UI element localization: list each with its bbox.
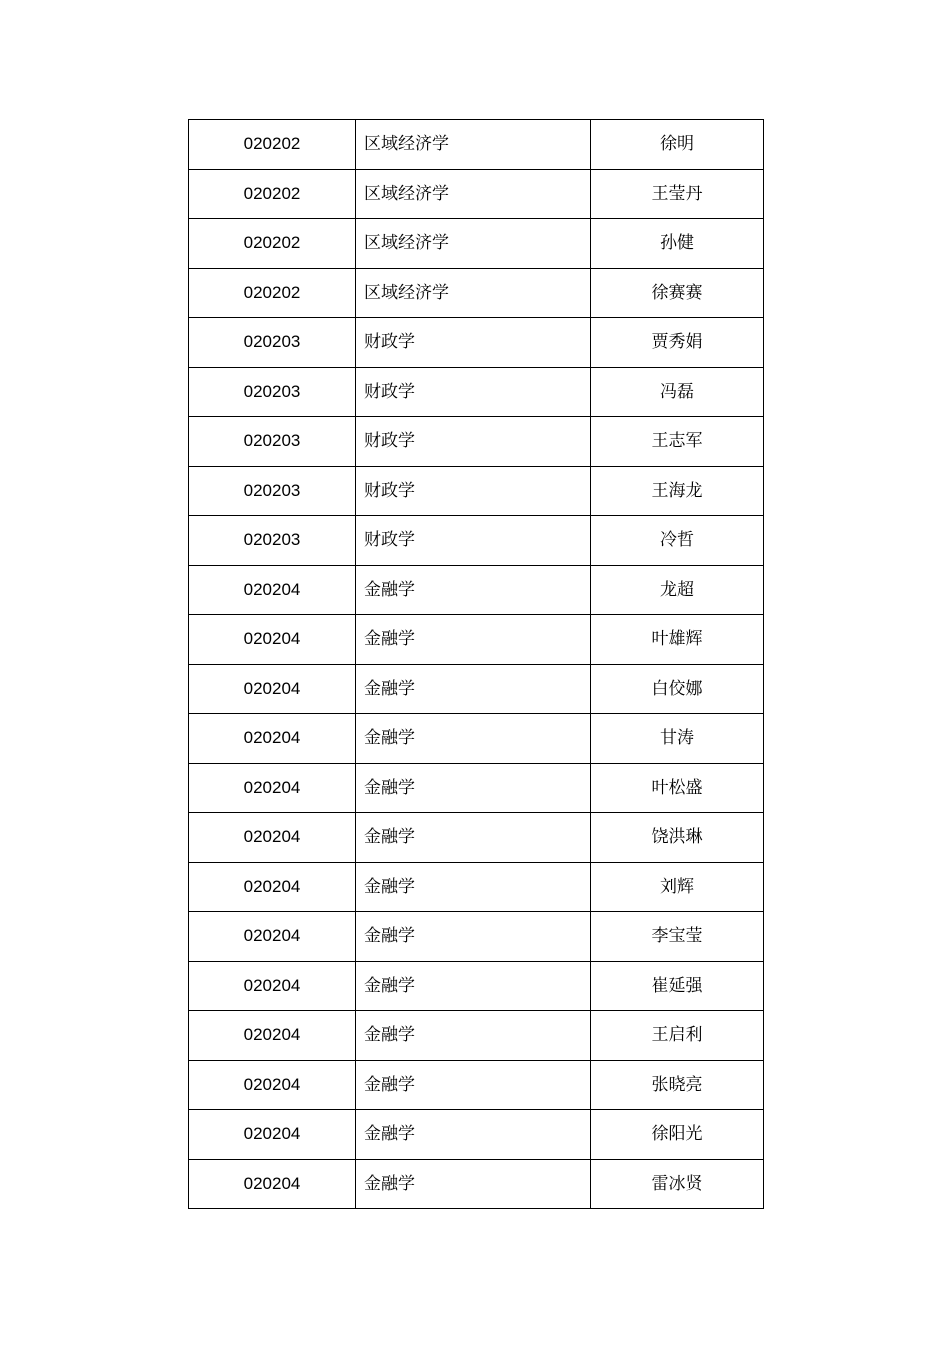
table-row: [189, 516, 764, 566]
person-name-cell: 王志军: [591, 417, 764, 467]
table-row: [189, 813, 764, 863]
table-row: [189, 268, 764, 318]
person-name-cell: 王启利: [591, 1011, 764, 1061]
discipline-code-cell: 020204: [189, 862, 356, 912]
major-name-cell: 金融学: [356, 1060, 591, 1110]
person-name-cell: 冷哲: [591, 516, 764, 566]
major-name-cell: 金融学: [356, 1159, 591, 1209]
person-name-cell: 徐赛赛: [591, 268, 764, 318]
table-row: [189, 169, 764, 219]
discipline-code-cell: 020204: [189, 714, 356, 764]
table-row: [189, 961, 764, 1011]
discipline-code-cell: 020204: [189, 1011, 356, 1061]
discipline-code-cell: 020204: [189, 912, 356, 962]
discipline-code-cell: 020202: [189, 169, 356, 219]
discipline-code-cell: 020204: [189, 565, 356, 615]
discipline-code-cell: 020202: [189, 120, 356, 170]
person-name-cell: 冯磊: [591, 367, 764, 417]
discipline-code-cell: 020204: [189, 763, 356, 813]
person-name-cell: 叶雄辉: [591, 615, 764, 665]
discipline-code-cell: 020204: [189, 615, 356, 665]
person-name-cell: 叶松盛: [591, 763, 764, 813]
table-row: [189, 367, 764, 417]
table-row: [189, 1011, 764, 1061]
table-row: [189, 912, 764, 962]
discipline-code-cell: 020203: [189, 417, 356, 467]
major-name-cell: 金融学: [356, 615, 591, 665]
person-name-cell: 饶洪琳: [591, 813, 764, 863]
major-name-cell: 区域经济学: [356, 169, 591, 219]
person-name-cell: 龙超: [591, 565, 764, 615]
discipline-code-cell: 020203: [189, 367, 356, 417]
table-row: [189, 615, 764, 665]
table-row: [189, 219, 764, 269]
person-name-cell: 徐阳光: [591, 1110, 764, 1160]
major-name-cell: 财政学: [356, 318, 591, 368]
person-name-cell: 白佼娜: [591, 664, 764, 714]
student-roster-table: [188, 119, 764, 1209]
major-name-cell: 金融学: [356, 813, 591, 863]
person-name-cell: 孙健: [591, 219, 764, 269]
discipline-code-cell: 020203: [189, 516, 356, 566]
discipline-code-cell: 020204: [189, 664, 356, 714]
person-name-cell: 崔延强: [591, 961, 764, 1011]
major-name-cell: 金融学: [356, 664, 591, 714]
table-row: [189, 1159, 764, 1209]
major-name-cell: 区域经济学: [356, 120, 591, 170]
table-row: [189, 417, 764, 467]
person-name-cell: 徐明: [591, 120, 764, 170]
discipline-code-cell: 020204: [189, 961, 356, 1011]
major-name-cell: 财政学: [356, 417, 591, 467]
table-row: [189, 862, 764, 912]
major-name-cell: 财政学: [356, 466, 591, 516]
major-name-cell: 金融学: [356, 912, 591, 962]
table-row: [189, 120, 764, 170]
discipline-code-cell: 020203: [189, 466, 356, 516]
major-name-cell: 金融学: [356, 1110, 591, 1160]
discipline-code-cell: 020204: [189, 813, 356, 863]
major-name-cell: 金融学: [356, 961, 591, 1011]
major-name-cell: 金融学: [356, 862, 591, 912]
table-row: [189, 1060, 764, 1110]
person-name-cell: 王莹丹: [591, 169, 764, 219]
major-name-cell: 金融学: [356, 763, 591, 813]
discipline-code-cell: 020202: [189, 219, 356, 269]
major-name-cell: 财政学: [356, 516, 591, 566]
person-name-cell: 张晓亮: [591, 1060, 764, 1110]
person-name-cell: 王海龙: [591, 466, 764, 516]
major-name-cell: 金融学: [356, 1011, 591, 1061]
discipline-code-cell: 020204: [189, 1159, 356, 1209]
table-row: [189, 763, 764, 813]
person-name-cell: 甘涛: [591, 714, 764, 764]
table-row: [189, 714, 764, 764]
major-name-cell: 金融学: [356, 565, 591, 615]
major-name-cell: 金融学: [356, 714, 591, 764]
table-row: [189, 466, 764, 516]
roster-table-body: [189, 120, 764, 1209]
discipline-code-cell: 020203: [189, 318, 356, 368]
discipline-code-cell: 020202: [189, 268, 356, 318]
table-row: [189, 1110, 764, 1160]
person-name-cell: 刘辉: [591, 862, 764, 912]
table-row: [189, 318, 764, 368]
major-name-cell: 区域经济学: [356, 268, 591, 318]
person-name-cell: 雷冰贤: [591, 1159, 764, 1209]
major-name-cell: 区域经济学: [356, 219, 591, 269]
discipline-code-cell: 020204: [189, 1110, 356, 1160]
table-row: [189, 664, 764, 714]
person-name-cell: 李宝莹: [591, 912, 764, 962]
person-name-cell: 贾秀娟: [591, 318, 764, 368]
table-row: [189, 565, 764, 615]
discipline-code-cell: 020204: [189, 1060, 356, 1110]
major-name-cell: 财政学: [356, 367, 591, 417]
